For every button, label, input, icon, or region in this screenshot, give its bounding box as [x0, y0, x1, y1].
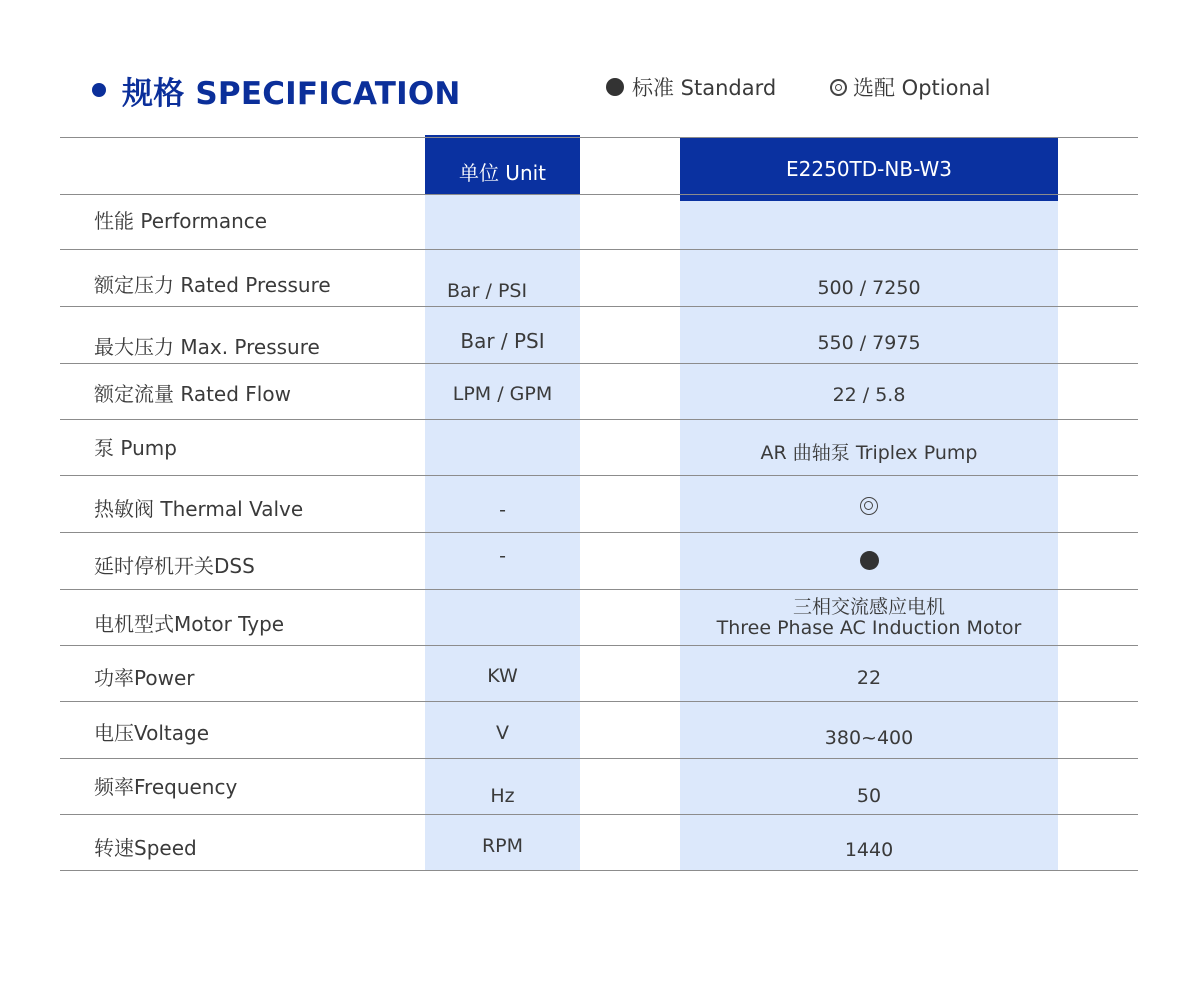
row-value: 22 [856, 667, 882, 689]
row-value-line1: 三相交流感应电机 [792, 596, 945, 618]
row-label: 额定流量 Rated Flow [94, 381, 291, 406]
table-rule [60, 249, 1138, 250]
spec-header [92, 68, 461, 112]
row-unit: - [499, 499, 506, 521]
table-rule [60, 137, 1138, 138]
row-label: 电机型式Motor Type [94, 611, 285, 636]
row-unit: - [499, 545, 506, 567]
table-rule [60, 645, 1138, 646]
row-unit [425, 600, 580, 642]
row-value: 50 [856, 785, 882, 807]
section-label-performance: 性能 Performance [94, 208, 268, 233]
unit-column-header: 单位 Unit [425, 135, 580, 195]
table-rule [60, 701, 1138, 702]
table-rule [60, 475, 1138, 476]
row-unit: Hz [490, 785, 515, 807]
row-label: 泵 Pump [94, 435, 177, 460]
page-title: 规格 SPECIFICATION [122, 75, 461, 112]
standard-mark [680, 540, 1058, 580]
legend-optional-label: 选配 Optional [853, 76, 991, 100]
row-label: 功率Power [94, 665, 195, 690]
table-rule [60, 870, 1138, 871]
row-label: 最大压力 Max. Pressure [94, 334, 320, 359]
legend-standard-label: 标准 Standard [632, 76, 777, 100]
row-value: 380~400 [824, 727, 914, 749]
row-value: 500 / 7250 [817, 277, 921, 299]
row-label: 频率Frequency [94, 774, 238, 799]
double-circle-icon [860, 497, 878, 515]
row-value: 22 / 5.8 [832, 384, 906, 406]
row-label: 额定压力 Rated Pressure [94, 272, 331, 297]
row-value: AR 曲轴泵 Triplex Pump [760, 441, 978, 464]
table-rule [60, 194, 1138, 195]
filled-circle-icon [860, 551, 879, 570]
row-unit: Bar / PSI [460, 329, 545, 353]
row-value [680, 595, 1058, 641]
table-rule [60, 758, 1138, 759]
model-column-header: E2250TD-NB-W3 [680, 137, 1058, 201]
row-value-line2: Three Phase AC Induction Motor [716, 617, 1022, 639]
row-value: 1440 [844, 839, 894, 861]
row-label: 转速Speed [94, 835, 197, 860]
filled-circle-icon [606, 78, 624, 96]
row-unit: LPM / GPM [452, 383, 553, 405]
row-value: 550 / 7975 [817, 332, 921, 354]
row-label: 电压Voltage [94, 720, 210, 745]
row-unit: V [496, 722, 509, 744]
double-circle-icon [830, 79, 847, 96]
legend-standard [606, 70, 776, 104]
row-unit: RPM [481, 835, 524, 857]
table-rule [60, 419, 1138, 420]
table-rule [60, 589, 1138, 590]
bullet-dot-icon [92, 83, 106, 97]
legend-optional [830, 70, 990, 104]
row-unit: KW [487, 665, 518, 687]
optional-mark [680, 486, 1058, 526]
row-unit: Bar / PSI [447, 280, 528, 302]
table-rule [60, 532, 1138, 533]
row-label: 延时停机开关DSS [94, 553, 255, 578]
row-unit [425, 425, 580, 467]
row-label: 热敏阀 Thermal Valve [94, 496, 304, 521]
